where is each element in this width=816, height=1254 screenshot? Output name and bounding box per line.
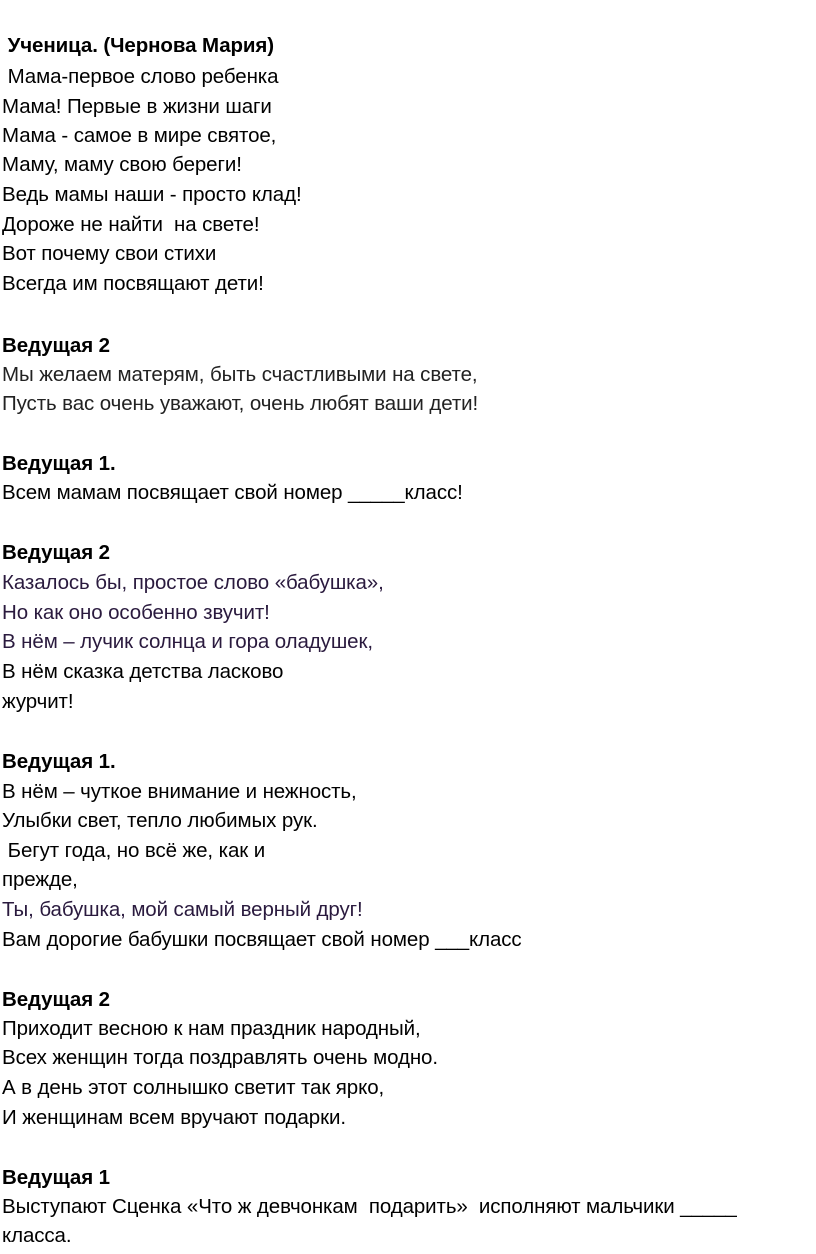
verse-line: Бегут года, но всё же, как и	[2, 839, 266, 862]
verse-line: Вам дорогие бабушки посвящает свой номер ___класс	[2, 928, 522, 951]
verse-line: Мы желаем матерям, быть счастливыми на свете,	[2, 363, 478, 386]
verse-line: журчит!	[2, 690, 74, 713]
speaker-heading: Ведущая 1.	[2, 452, 116, 475]
verse-line: Пусть вас очень уважают, очень любят ваши дети!	[2, 392, 479, 415]
verse-line: Вот почему свои стихи	[2, 242, 217, 265]
speaker-heading: Ученица. (Чернова Мария)	[2, 34, 275, 57]
verse-line: Всегда им посвящают дети!	[2, 272, 264, 295]
verse-line: А в день этот солнышко светит так ярко,	[2, 1076, 385, 1099]
verse-line: Улыбки свет, тепло любимых рук.	[2, 809, 318, 832]
verse-line: Ты, бабушка, мой самый верный друг!	[2, 898, 363, 921]
speaker-heading: Ведущая 2	[2, 541, 110, 564]
verse-line: Выступают Сценка «Что ж девчонкам подарить» исполняют мальчики _____	[2, 1195, 737, 1218]
verse-line: Всем мамам посвящает свой номер _____класс!	[2, 481, 463, 504]
verse-line: Казалось бы, простое слово «бабушка»,	[2, 571, 384, 594]
verse-line: Мама! Первые в жизни шаги	[2, 95, 272, 118]
speaker-heading: Ведущая 1.	[2, 750, 116, 773]
verse-line: Но как оно особенно звучит!	[2, 601, 270, 624]
speaker-heading: Ведущая 2	[2, 334, 110, 357]
speaker-heading: Ведущая 1	[2, 1166, 110, 1189]
verse-line: В нём – лучик солнца и гора оладушек,	[2, 630, 373, 653]
verse-line: Мама-первое слово ребенка	[2, 65, 279, 88]
verse-line: класса.	[2, 1224, 72, 1247]
verse-line: В нём – чуткое внимание и нежность,	[2, 780, 357, 803]
verse-line: Приходит весною к нам праздник народный,	[2, 1017, 421, 1040]
verse-line: Дороже не найти на свете!	[2, 213, 260, 236]
verse-line: В нём сказка детства ласково	[2, 660, 284, 683]
verse-line: И женщинам всем вручают подарки.	[2, 1106, 346, 1129]
verse-line: прежде,	[2, 868, 78, 891]
speaker-heading: Ведущая 2	[2, 988, 110, 1011]
verse-line: Ведь мамы наши - просто клад!	[2, 183, 302, 206]
verse-line: Маму, маму свою береги!	[2, 153, 242, 176]
verse-line: Мама - самое в мире святое,	[2, 124, 277, 147]
verse-line: Всех женщин тогда поздравлять очень модно.	[2, 1046, 438, 1069]
